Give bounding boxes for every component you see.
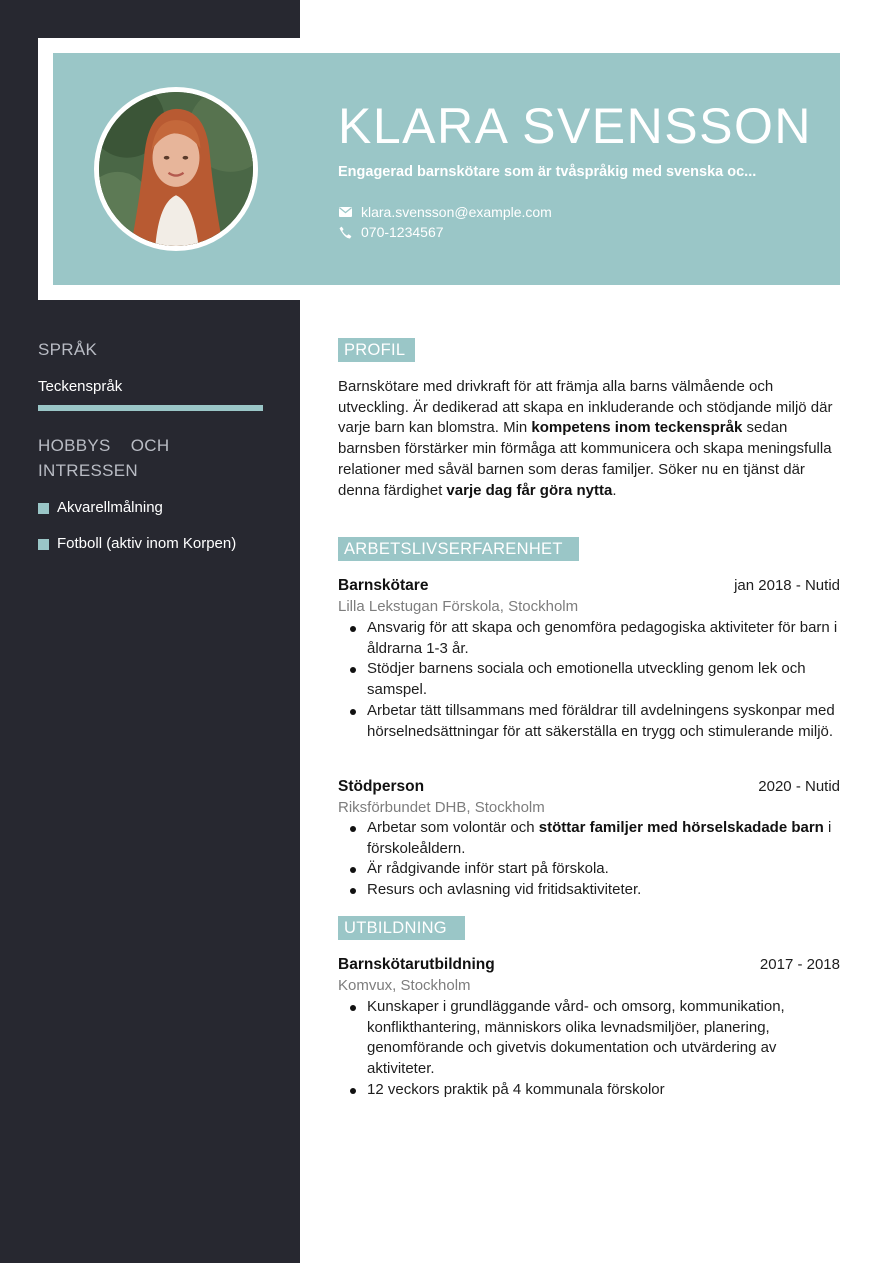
candidate-name: KLARA SVENSSON — [338, 98, 812, 154]
job-title: Barnskötare — [338, 577, 429, 594]
list-item: Ansvarig för att skapa och genomföra pedagogiska aktiviteter för barn i åldrarna 1-3 år. — [345, 618, 843, 659]
education-title: Barnskötarutbildning — [338, 956, 495, 973]
tagline: Engagerad barnskötare som är tvåspråkig med svenska oc... — [338, 164, 757, 180]
hobby-item: Fotboll (aktiv inom Korpen) — [38, 534, 236, 554]
bullet-square-icon — [38, 503, 49, 514]
contact-email[interactable] — [338, 202, 552, 222]
job-employer: Riksförbundet DHB, Stockholm — [338, 799, 545, 816]
list-item: Är rådgivande inför start på förskola. — [345, 859, 843, 880]
email-text[interactable]: klara.svensson@example.com — [361, 204, 552, 220]
list-item: 12 veckors praktik på 4 kommunala förskolor — [345, 1080, 843, 1101]
job-title: Stödperson — [338, 778, 425, 795]
phone-text[interactable]: 070-1234567 — [361, 224, 444, 240]
section-heading-education: UTBILDNING — [338, 916, 465, 940]
profile-text: Barnskötare med drivkraft för att främja alla barns välmående och utveckling. Är dedikerad att skapa en inkluderande och stödjande miljö där varje barn kan blomstra. Min kompetens inom teckenspråk sedan barnsben förstärker min förmåga att kommunicera och skapa meningsfulla relationer med såväl barnen som deras familjer. Söker nu en tjänst där denna färdighet varje dag får göra nytta. — [338, 378, 833, 499]
languages-heading: SPRÅK — [38, 340, 98, 359]
job-bullets — [345, 818, 843, 901]
phone-icon — [338, 225, 352, 239]
language-level-bar — [38, 405, 263, 411]
envelope-icon — [338, 205, 352, 219]
list-item: Arbetar som volontär och stöttar familjer med hörselskadade barn i förskoleåldern. — [345, 818, 843, 859]
contact-phone[interactable] — [338, 222, 444, 242]
job-dates: jan 2018 - Nutid — [734, 577, 840, 594]
section-heading-experience: ARBETSLIVSERFARENHET — [338, 537, 579, 561]
profile-photo — [94, 87, 258, 251]
job-employer: Lilla Lekstugan Förskola, Stockholm — [338, 598, 579, 615]
list-item: Kunskaper i grundläggande vård- och omsorg, kommunikation, konflikthantering, människors olika levnadsmiljöer, planering, genomförande och givetvis dokumentation och utvärdering av aktiviteter. — [345, 997, 843, 1080]
education-school: Komvux, Stockholm — [338, 977, 471, 994]
list-item: Stödjer barnens sociala och emotionella utveckling genom lek och samspel. — [345, 659, 843, 700]
list-item: Arbetar tätt tillsammans med föräldrar till avdelningens syskonpar med hörselnedsättningar för att säkerställa en trygg och stimulerande miljö. — [345, 701, 843, 742]
hobbies-heading: HOBBYS OCH INTRESSEN — [38, 436, 170, 480]
hobby-item: Akvarellmålning — [38, 498, 163, 518]
education-bullets — [345, 997, 843, 1101]
bullet-square-icon — [38, 539, 49, 550]
list-item: Resurs och avlasning vid fritidsaktiviteter. — [345, 880, 843, 901]
job-bullets — [345, 618, 843, 742]
education-dates: 2017 - 2018 — [759, 956, 840, 973]
section-heading-profile: PROFIL — [338, 338, 415, 362]
job-dates: 2020 - Nutid — [758, 778, 840, 795]
language-item: Teckenspråk — [38, 378, 123, 395]
